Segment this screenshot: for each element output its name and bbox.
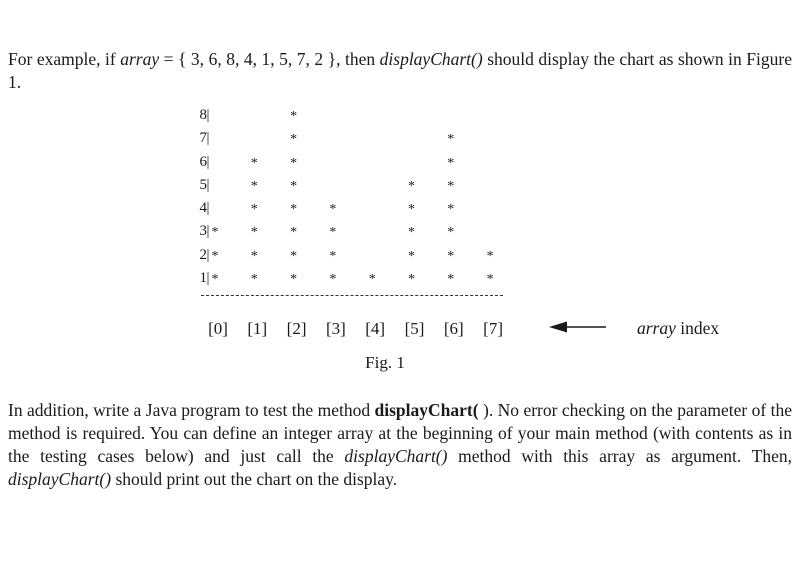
outro-text-3: method with this array as argument. Then, [447, 446, 792, 466]
chart-asterisk: * [250, 202, 258, 218]
intro-method-term: displayChart() [379, 49, 483, 69]
x-axis-index-label: [7] [483, 319, 503, 338]
array-index-label-rest: index [675, 318, 720, 338]
chart-asterisk: * [290, 202, 298, 218]
chart-asterisk: * [408, 202, 415, 218]
outro-text-4: should print out the chart on the display. [111, 469, 398, 489]
chart-asterisk: * [408, 225, 415, 241]
chart-asterisk: * [368, 272, 376, 287]
intro-text-3: should display the chart as shown in Figure 1. [8, 49, 792, 92]
array-index-label-italic: array [637, 318, 676, 338]
intro-text-2: = { 3, 6, 8, 4, 1, 5, 7, 2 }, then [159, 49, 380, 69]
intro-text-1: For example, if [8, 49, 121, 69]
chart-asterisk: * [250, 178, 258, 194]
chart-asterisk: * [290, 248, 298, 264]
intro-array-term: array [120, 49, 160, 69]
chart-asterisk: * [447, 155, 455, 171]
chart-asterisk: * [211, 248, 219, 264]
y-axis-label: 8| [199, 106, 209, 123]
chart-asterisk: * [447, 272, 455, 287]
y-axis-label: 4| [199, 200, 209, 217]
outro-text-2: ). No error checking on the parameter of the method is required. You can define an integer array at the beginning of your main method (with contents as in the testing cases below) and just call the [8, 400, 792, 466]
chart-asterisk: * [250, 248, 258, 264]
x-axis-index-label: [6] [443, 319, 464, 338]
chart-asterisk: * [329, 202, 337, 218]
y-axis-label: 6| [199, 153, 209, 170]
chart-asterisk: * [447, 178, 455, 194]
y-axis-label: 1| [199, 270, 209, 286]
chart-asterisk: * [486, 272, 494, 287]
chart-asterisk: * [250, 225, 258, 241]
chart-asterisk: * [408, 178, 415, 194]
chart-asterisk: * [290, 272, 298, 287]
chart-asterisk: * [290, 155, 298, 171]
chart-asterisk: * [486, 248, 494, 264]
chart-asterisk: * [329, 248, 337, 264]
chart-asterisk: * [290, 132, 298, 148]
outro-method-term-1: displayChart() [344, 446, 448, 466]
chart-asterisk: * [447, 132, 455, 148]
x-axis-index-label: [4] [365, 319, 386, 338]
intro-paragraph [8, 48, 792, 94]
chart-asterisk: * [250, 272, 258, 287]
y-axis-label: 5| [199, 176, 209, 193]
y-axis-label: 2| [199, 246, 209, 263]
chart-asterisk: * [250, 155, 258, 171]
chart-asterisk: * [290, 108, 298, 124]
chart-asterisk: * [211, 225, 219, 241]
chart-separator-line [201, 295, 503, 296]
x-axis-index-label: [2] [286, 319, 307, 338]
chart-asterisk: * [408, 248, 415, 264]
left-arrow-icon [549, 319, 607, 335]
outro-paragraph [8, 399, 792, 491]
outro-method-bold: displayChart( [374, 400, 479, 420]
y-axis-label: 7| [199, 130, 209, 147]
array-index-label [637, 318, 719, 338]
y-axis-label: 3| [199, 223, 209, 240]
chart-asterisk: * [447, 225, 455, 241]
x-axis-index-label: [3] [325, 319, 346, 338]
chart-asterisk: * [447, 248, 455, 264]
figure-caption: Fig. 1 [365, 353, 405, 372]
chart-asterisk: * [329, 272, 337, 287]
chart-asterisk: * [447, 202, 455, 218]
chart-asterisk: * [290, 178, 298, 194]
chart-asterisk: * [408, 272, 415, 287]
outro-text-1: In addition, write a Java program to test the method [8, 400, 375, 420]
x-axis-index-label: [5] [404, 319, 425, 338]
x-axis-index-label: [0] [208, 319, 228, 338]
chart-asterisk: * [211, 272, 219, 287]
x-axis-index-label: [1] [247, 319, 268, 338]
chart-asterisk: * [290, 225, 298, 241]
outro-method-term-2: displayChart() [8, 469, 112, 489]
chart-asterisk: * [329, 225, 337, 241]
